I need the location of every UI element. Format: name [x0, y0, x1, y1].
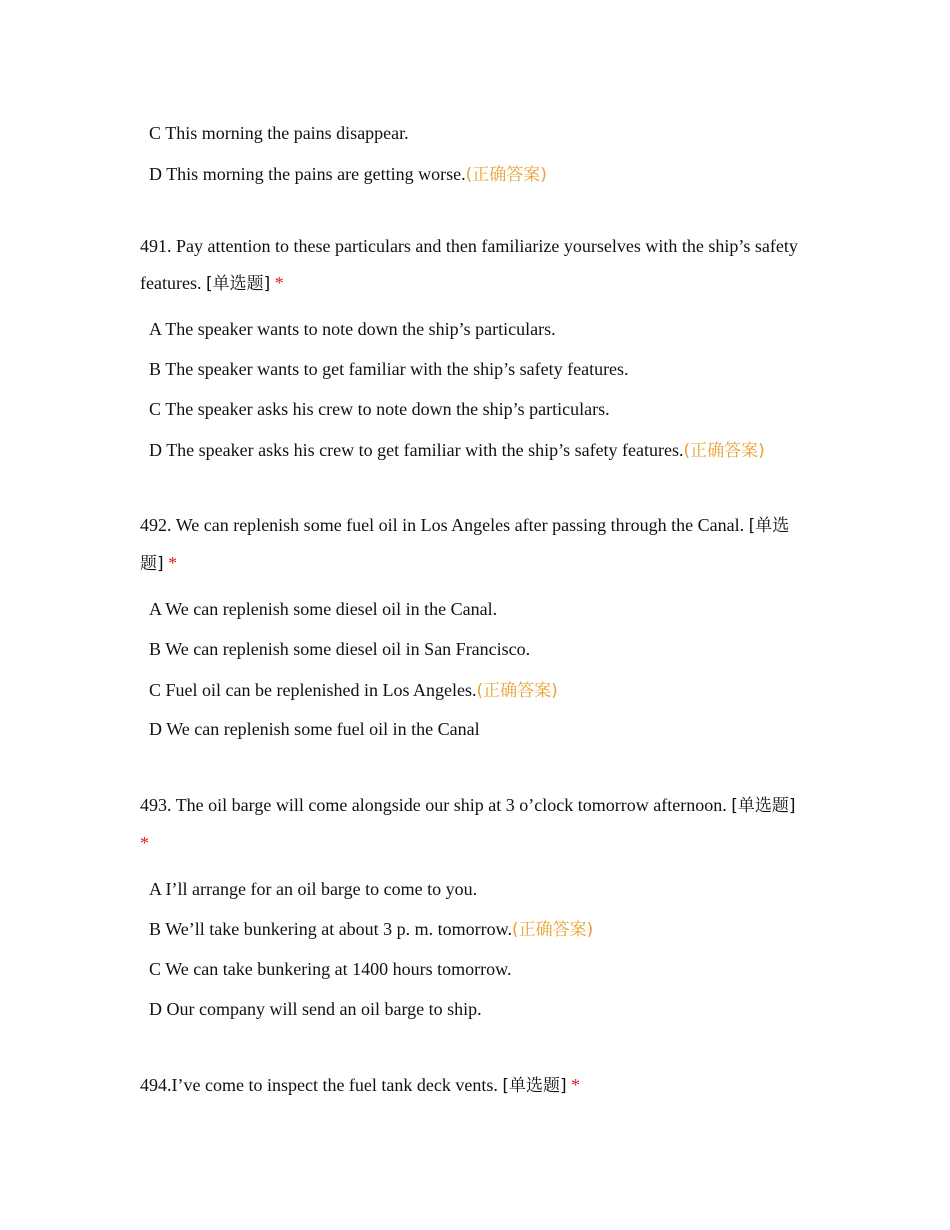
option-490-c: [149, 122, 409, 144]
option-letter: C: [149, 399, 162, 419]
option-490-d: [149, 163, 547, 186]
required-mark: *: [140, 833, 149, 853]
required-mark: *: [168, 553, 178, 573]
question-type-tag: [单选题]: [502, 1076, 567, 1096]
question-number: 494.: [140, 1075, 172, 1095]
option-493-d: [149, 998, 482, 1020]
option-text: The speaker asks his crew to get familiar with the ship’s safety features.: [166, 440, 684, 460]
option-letter: D: [149, 440, 162, 460]
option-letter: D: [149, 719, 162, 739]
option-letter: C: [149, 959, 162, 979]
question-number: 493.: [140, 795, 172, 815]
option-text: We can replenish some diesel oil in the Canal.: [165, 599, 498, 619]
question-number: 491.: [140, 236, 172, 256]
option-493-a: [149, 878, 477, 900]
required-mark: *: [274, 273, 284, 293]
question-text: We can replenish some fuel oil in Los Angeles after passing through the Canal.: [175, 515, 745, 535]
option-491-d: [149, 439, 765, 462]
question-text: The oil barge will come alongside our ship at 3 o’clock tomorrow afternoon.: [175, 795, 727, 815]
correct-answer-label: (正确答案): [683, 441, 765, 461]
option-text: Fuel oil can be replenished in Los Angeles.: [165, 680, 477, 700]
option-text: This morning the pains are getting worse.: [166, 164, 466, 184]
question-type-tag: [单选题]: [140, 516, 790, 574]
required-mark: *: [571, 1075, 581, 1095]
option-491-b: [149, 358, 629, 380]
option-letter: C: [149, 123, 162, 143]
option-letter: A: [149, 599, 162, 619]
option-letter: B: [149, 639, 162, 659]
correct-answer-label: (正确答案): [465, 165, 547, 185]
question-493: [140, 787, 805, 862]
option-letter: B: [149, 919, 162, 939]
option-letter: B: [149, 359, 162, 379]
question-type-tag: [单选题]: [731, 796, 796, 816]
option-text: I’ll arrange for an oil barge to come to you.: [165, 879, 478, 899]
option-text: The speaker wants to get familiar with the ship’s safety features.: [165, 359, 629, 379]
option-text: We can take bunkering at 1400 hours tomorrow.: [165, 959, 512, 979]
option-letter: C: [149, 680, 162, 700]
question-text: I’ve come to inspect the fuel tank deck vents.: [171, 1075, 498, 1095]
correct-answer-label: (正确答案): [476, 681, 558, 701]
option-492-b: [149, 638, 530, 660]
option-text: We’ll take bunkering at about 3 p. m. tomorrow.: [165, 919, 513, 939]
question-492: [140, 507, 805, 583]
option-letter: A: [149, 879, 162, 899]
question-491: [140, 228, 805, 303]
option-493-c: [149, 958, 512, 980]
option-text: Our company will send an oil barge to ship.: [166, 999, 482, 1019]
option-letter: D: [149, 164, 162, 184]
question-type-tag: [单选题]: [205, 274, 271, 294]
option-493-b: [149, 918, 593, 941]
question-text: Pay attention to these particulars and then familiarize yourselves with the ship’s safety features.: [140, 236, 798, 293]
option-491-a: [149, 318, 556, 340]
option-492-a: [149, 598, 497, 620]
option-text: We can replenish some diesel oil in San Francisco.: [165, 639, 531, 659]
option-491-c: [149, 398, 610, 420]
option-text: The speaker asks his crew to note down the ship’s particulars.: [165, 399, 610, 419]
question-494: [140, 1067, 805, 1105]
option-letter: D: [149, 999, 162, 1019]
option-text: This morning the pains disappear.: [165, 123, 409, 143]
option-492-c: [149, 679, 558, 702]
correct-answer-label: (正确答案): [512, 920, 594, 940]
option-text: The speaker wants to note down the ship’s particulars.: [165, 319, 556, 339]
option-492-d: [149, 718, 480, 740]
option-text: We can replenish some fuel oil in the Canal: [166, 719, 480, 739]
option-letter: A: [149, 319, 162, 339]
question-number: 492.: [140, 515, 172, 535]
